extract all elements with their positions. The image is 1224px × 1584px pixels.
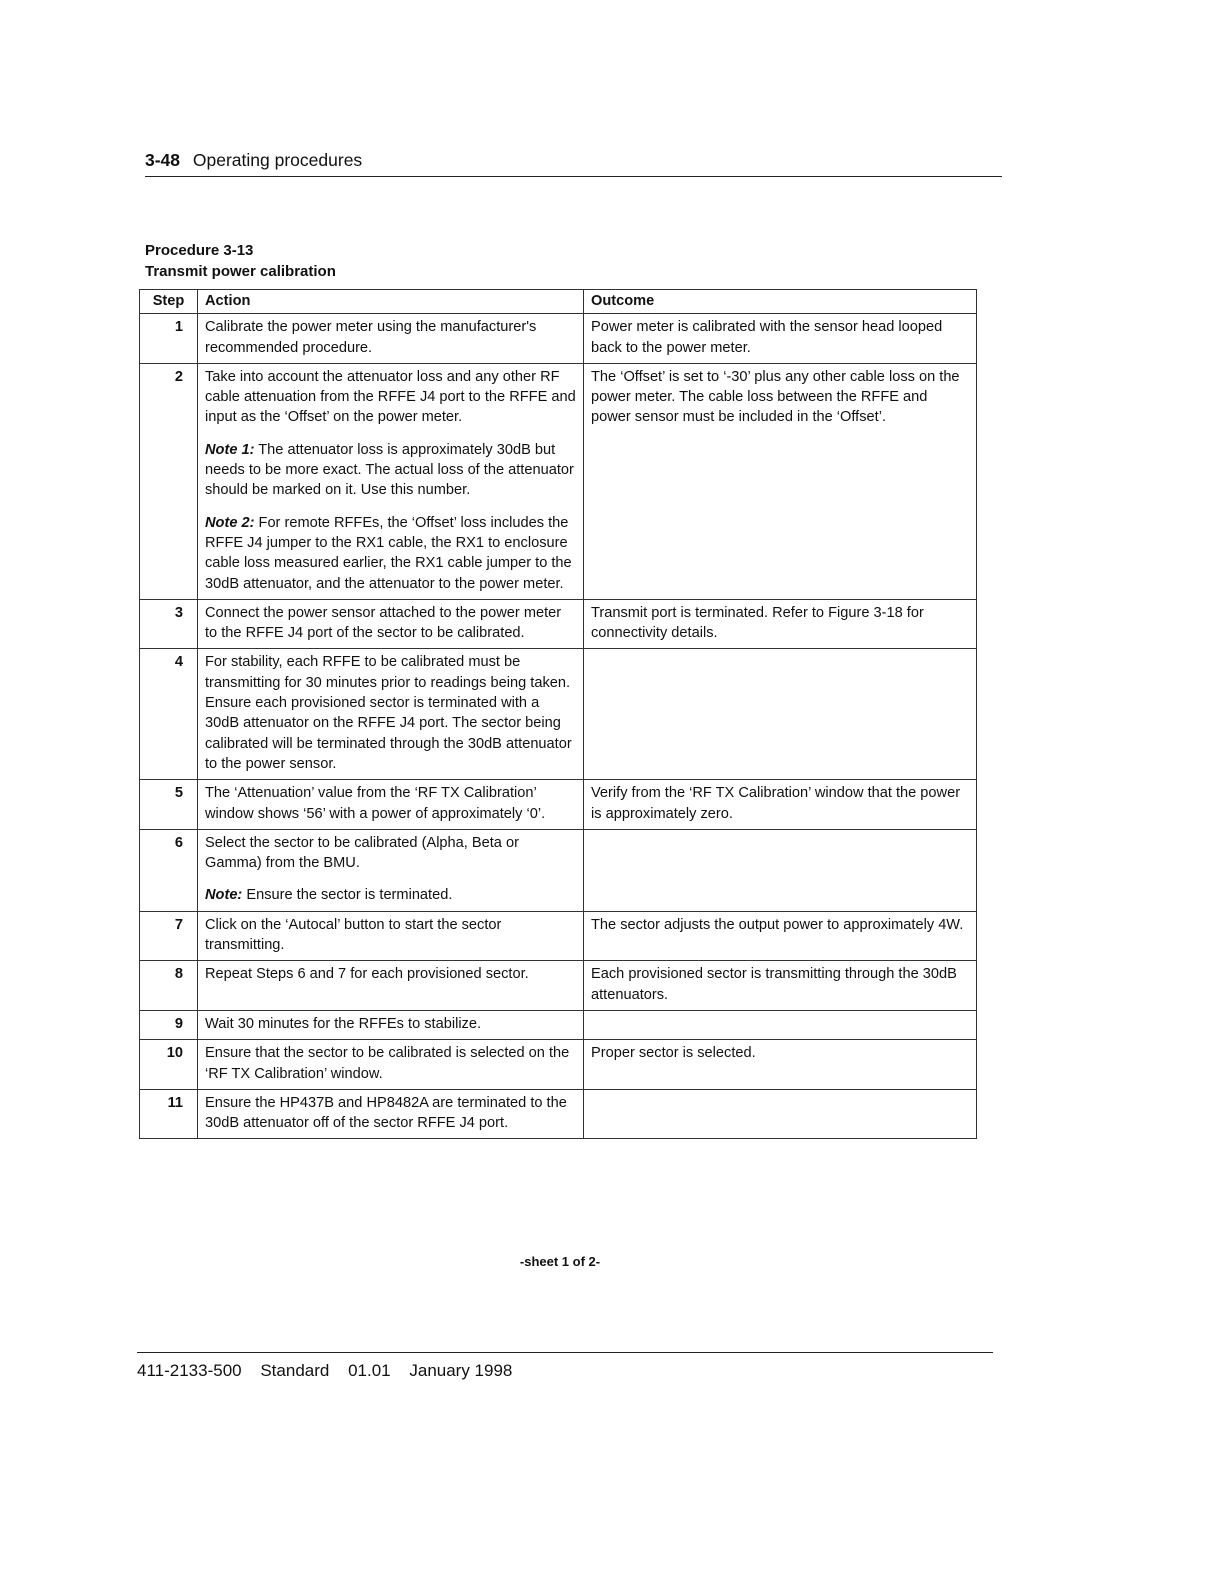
step-action: [198, 961, 584, 1011]
page-number: 3-48: [145, 150, 181, 170]
step-number: 4: [140, 649, 198, 780]
table-row: [140, 363, 977, 599]
table-row: [140, 780, 977, 830]
step-outcome: [584, 649, 977, 780]
table-row: [140, 1040, 977, 1090]
step-outcome: Each provisioned sector is transmitting through the 30dB attenuators.: [584, 961, 977, 1011]
action-text: Repeat Steps 6 and 7 for each provisioned sector.: [205, 966, 529, 983]
header-action: Action: [198, 290, 584, 314]
note-label: Note 2:: [205, 514, 255, 531]
note-text: The attenuator loss is approximately 30dB but needs to be more exact. The actual loss of the attenuator should be marked on it. Use this number.: [205, 441, 574, 499]
step-action: [198, 599, 584, 649]
step-number: 8: [140, 961, 198, 1011]
table-row: [140, 314, 977, 364]
note-label: Note 1:: [205, 441, 255, 458]
action-text: For stability, each RFFE to be calibrated must be transmitting for 30 minutes prior to readings being taken. Ensure each provisioned sector is terminated with a 30dB attenuator on the RFFE J4 port. The sector being calibrated will be terminated through the 30dB attenuator to the power sensor.: [205, 654, 572, 772]
step-note: [205, 440, 577, 501]
step-outcome: Proper sector is selected.: [584, 1040, 977, 1090]
step-outcome: The sector adjusts the output power to approximately 4W.: [584, 911, 977, 961]
action-text: Select the sector to be calibrated (Alpha, Beta or Gamma) from the BMU.: [205, 834, 519, 872]
procedure-heading: [145, 240, 336, 282]
step-number: 2: [140, 363, 198, 599]
step-action: [198, 1010, 584, 1039]
action-text: Ensure the HP437B and HP8482A are terminated to the 30dB attenuator off of the sector RFFE J4 port.: [205, 1094, 567, 1132]
step-action: [198, 1089, 584, 1139]
section-title: Operating procedures: [192, 150, 363, 170]
action-text: Calibrate the power meter using the manufacturer's recommended procedure.: [205, 319, 537, 356]
page-footer: [137, 1352, 993, 1381]
step-outcome: Power meter is calibrated with the sensor head looped back to the power meter.: [584, 314, 977, 364]
doc-version: 01.01: [348, 1361, 391, 1380]
action-text: Take into account the attenuator loss and any other RF cable attenuation from the RFFE J4 port to the RFFE and input as the ‘Offset’ on the power meter.: [205, 368, 576, 426]
step-outcome: [584, 1089, 977, 1139]
step-number: 1: [140, 314, 198, 364]
step-number: 3: [140, 599, 198, 649]
step-action: [198, 829, 584, 911]
step-action: [198, 649, 584, 780]
step-outcome: Verify from the ‘RF TX Calibration’ window that the power is approximately zero.: [584, 780, 977, 830]
action-text: Click on the ‘Autocal’ button to start the sector transmitting.: [205, 916, 502, 954]
header-outcome: Outcome: [584, 290, 977, 314]
step-outcome: Transmit port is terminated. Refer to Figure 3-18 for connectivity details.: [584, 599, 977, 649]
doc-status: Standard: [260, 1361, 330, 1380]
step-number: 5: [140, 780, 198, 830]
note-label: Note:: [205, 887, 243, 904]
step-outcome: The ‘Offset’ is set to ‘-30’ plus any other cable loss on the power meter. The cable loss between the RFFE and power sensor must be included in the ‘Offset’.: [584, 363, 977, 599]
action-text: The ‘Attenuation’ value from the ‘RF TX Calibration’ window shows ‘56’ with a power of approximately ‘0’.: [205, 785, 546, 822]
step-outcome: [584, 1010, 977, 1039]
table-row: [140, 961, 977, 1011]
page-header: [145, 150, 1002, 177]
table-row: [140, 599, 977, 649]
step-action: [198, 363, 584, 599]
table-header-row: [140, 290, 977, 314]
step-note: [205, 885, 577, 905]
step-number: 11: [140, 1089, 198, 1139]
step-number: 7: [140, 911, 198, 961]
header-step: Step: [140, 290, 198, 314]
step-action: [198, 780, 584, 830]
table-row: [140, 829, 977, 911]
doc-number: 411-2133-500: [137, 1361, 242, 1380]
table-row: [140, 1010, 977, 1039]
sheet-label: -sheet 1 of 2-: [519, 1254, 601, 1269]
step-outcome: [584, 829, 977, 911]
step-action: [198, 314, 584, 364]
note-text: For remote RFFEs, the ‘Offset’ loss includes the RFFE J4 jumper to the RX1 cable, the RX1 to enclosure cable loss measured earlier, the RX1 cable jumper to the 30dB attenuator, and the attenuator to the power meter.: [205, 514, 572, 592]
doc-date: January 1998: [409, 1361, 513, 1380]
step-number: 9: [140, 1010, 198, 1039]
action-text: Connect the power sensor attached to the power meter to the RFFE J4 port of the sector to be calibrated.: [205, 604, 562, 642]
procedure-number: Procedure 3-13: [145, 242, 254, 259]
procedure-title: Transmit power calibration: [145, 263, 336, 280]
action-text: Wait 30 minutes for the RFFEs to stabilize.: [205, 1015, 482, 1032]
table-row: [140, 649, 977, 780]
procedure-table: [139, 289, 977, 1139]
table-row: [140, 1089, 977, 1139]
step-note: [205, 513, 577, 594]
step-action: [198, 1040, 584, 1090]
step-action: [198, 911, 584, 961]
step-number: 10: [140, 1040, 198, 1090]
action-text: Ensure that the sector to be calibrated is selected on the ‘RF TX Calibration’ window.: [205, 1045, 570, 1082]
note-text: Ensure the sector is terminated.: [246, 887, 453, 904]
table-row: [140, 911, 977, 961]
step-number: 6: [140, 829, 198, 911]
